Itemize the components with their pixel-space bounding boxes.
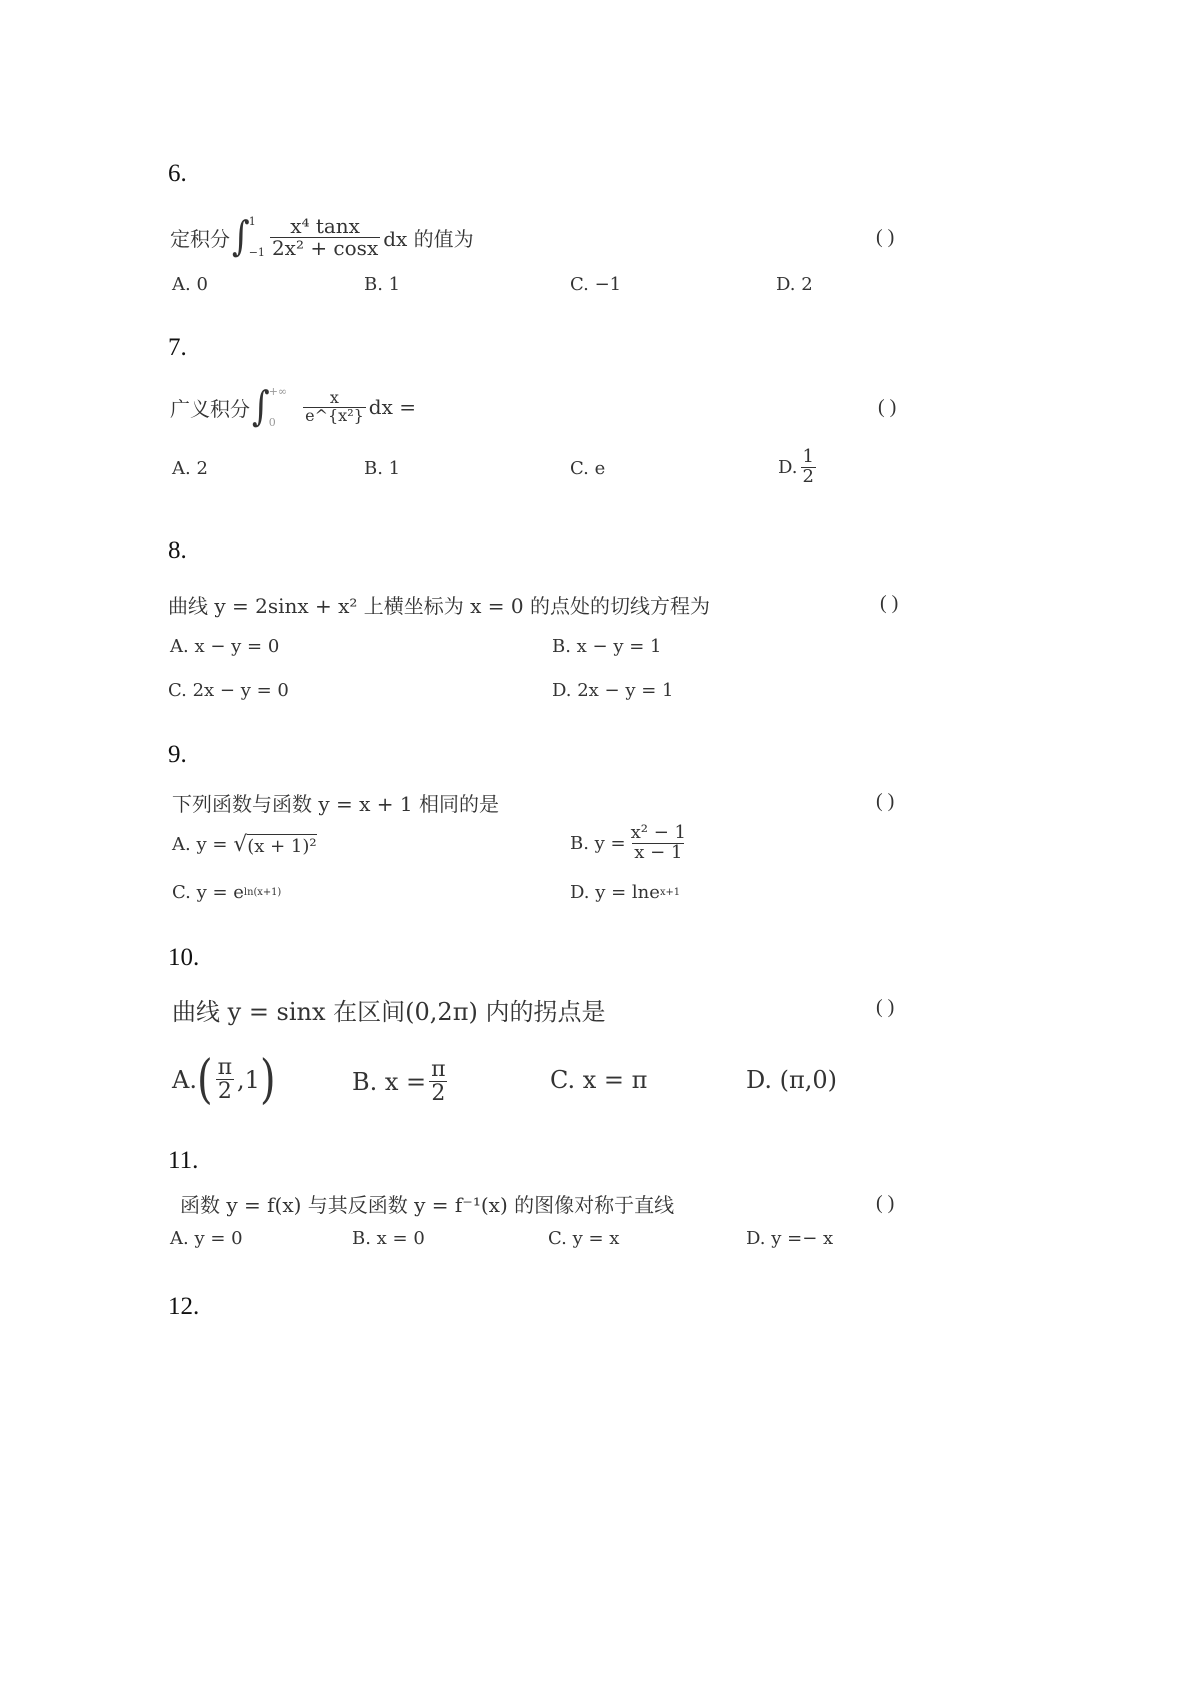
question-stem: 下列函数与函数 y = x + 1 相同的是: [172, 792, 499, 816]
integral-sign: ∫ 1 −1: [232, 213, 265, 261]
option-a: A. 0: [172, 274, 208, 295]
answer-blank: ( ): [876, 226, 895, 248]
question-number: 6.: [168, 160, 187, 187]
fraction-numerator: x: [329, 387, 339, 407]
option-b-fraction: [429, 1058, 447, 1105]
option-d: [570, 882, 680, 903]
question-number: 12.: [168, 1293, 200, 1320]
question-number: 8.: [168, 537, 187, 564]
option-c: [172, 882, 281, 903]
answer-blank: ( ): [878, 396, 897, 418]
option-d: D. 2: [776, 274, 813, 295]
fraction-denominator: 2x² + cosx: [271, 235, 379, 260]
answer-blank: ( ): [876, 1192, 895, 1214]
option-b: [570, 824, 691, 863]
fraction-denominator: 2: [431, 1081, 446, 1107]
fraction-denominator: x − 1: [634, 841, 683, 863]
left-paren: (: [196, 1049, 213, 1110]
option-d-fraction: [801, 448, 816, 487]
stem-prefix: 广义积分: [170, 396, 250, 421]
stem-prefix: 定积分: [170, 226, 230, 251]
option-c-exponent: ln(x+1): [243, 887, 282, 898]
fraction-denominator: e^{x²}: [305, 405, 364, 425]
option-b: B. 1: [364, 274, 401, 295]
integrand-fraction: [270, 213, 380, 260]
option-b-fraction: [629, 824, 688, 863]
option-d-exponent: x+1: [659, 887, 681, 898]
integral-upper-limit: +∞: [268, 385, 288, 398]
option-d-label: D.: [778, 456, 798, 478]
question-stem: 曲线 y = sinx 在区间(0,2π) 内的拐点是: [172, 998, 606, 1026]
option-d: D. y =− x: [746, 1228, 834, 1249]
integral-lower-limit: −1: [248, 246, 265, 259]
integral-lower-limit: 0: [268, 416, 276, 429]
integral-upper-limit: 1: [248, 215, 256, 228]
option-d-label: D. y = lne: [570, 882, 660, 903]
option-b-label: B. x =: [352, 1067, 427, 1096]
fraction-denominator: 2: [802, 465, 814, 487]
option-a: A. y = 0: [170, 1228, 243, 1249]
question-number: 9.: [168, 741, 187, 768]
question-stem: 曲线 y = 2sinx + x² 上横坐标为 x = 0 的点处的切线方程为: [168, 594, 710, 618]
answer-blank: ( ): [880, 592, 899, 614]
answer-blank: ( ): [876, 996, 895, 1018]
fraction-numerator: 1: [802, 446, 814, 467]
question-number: 7.: [168, 334, 187, 361]
option-c: C. y = x: [548, 1228, 620, 1249]
fraction-numerator: π: [217, 1055, 233, 1080]
option-a: A. 2: [172, 458, 208, 479]
stem-suffix: dx =: [368, 395, 416, 419]
option-c: C. x = π: [550, 1066, 648, 1094]
option-a-label: A.: [172, 1065, 197, 1094]
option-c: C. 2x − y = 0: [168, 680, 289, 701]
question-number: 11.: [168, 1147, 199, 1174]
option-a: A. x − y = 0: [170, 636, 280, 657]
sqrt-expression: √ (x + 1)²: [233, 832, 317, 857]
option-b: [352, 1058, 451, 1105]
option-a-fraction: [216, 1056, 234, 1103]
fraction-numerator: x² − 1: [630, 822, 687, 843]
option-d: D. (π,0): [746, 1066, 838, 1094]
fraction-numerator: x⁴ tanx: [290, 213, 360, 238]
option-d: [778, 448, 819, 487]
question-stem: [170, 214, 474, 260]
option-a-tail: ,1: [237, 1065, 260, 1094]
option-a: [172, 1049, 276, 1110]
option-d: D. 2x − y = 1: [552, 680, 674, 701]
option-c-label: C. y = e: [172, 882, 244, 903]
stem-suffix: dx 的值为: [383, 226, 474, 251]
option-b: B. x = 0: [352, 1228, 425, 1249]
integral-sign: ∫ +∞ 0: [252, 383, 288, 431]
option-b: B. 1: [364, 458, 401, 479]
option-c: C. −1: [570, 274, 622, 295]
right-paren: ): [259, 1049, 276, 1110]
fraction-denominator: 2: [217, 1079, 232, 1105]
option-c: C. e: [570, 458, 606, 479]
fraction-numerator: π: [431, 1057, 446, 1082]
option-a: [172, 832, 317, 857]
option-b-label: B. y =: [570, 832, 626, 854]
answer-blank: ( ): [876, 790, 895, 812]
option-a-label: A. y =: [172, 834, 228, 855]
option-b: B. x − y = 1: [552, 636, 662, 657]
integrand-fraction: [303, 387, 366, 425]
question-number: 10.: [168, 944, 200, 971]
question-stem: 函数 y = f(x) 与其反函数 y = f⁻¹(x) 的图像对称于直线: [180, 1193, 675, 1217]
sqrt-argument: (x + 1)²: [247, 836, 317, 857]
question-stem: [170, 384, 416, 430]
